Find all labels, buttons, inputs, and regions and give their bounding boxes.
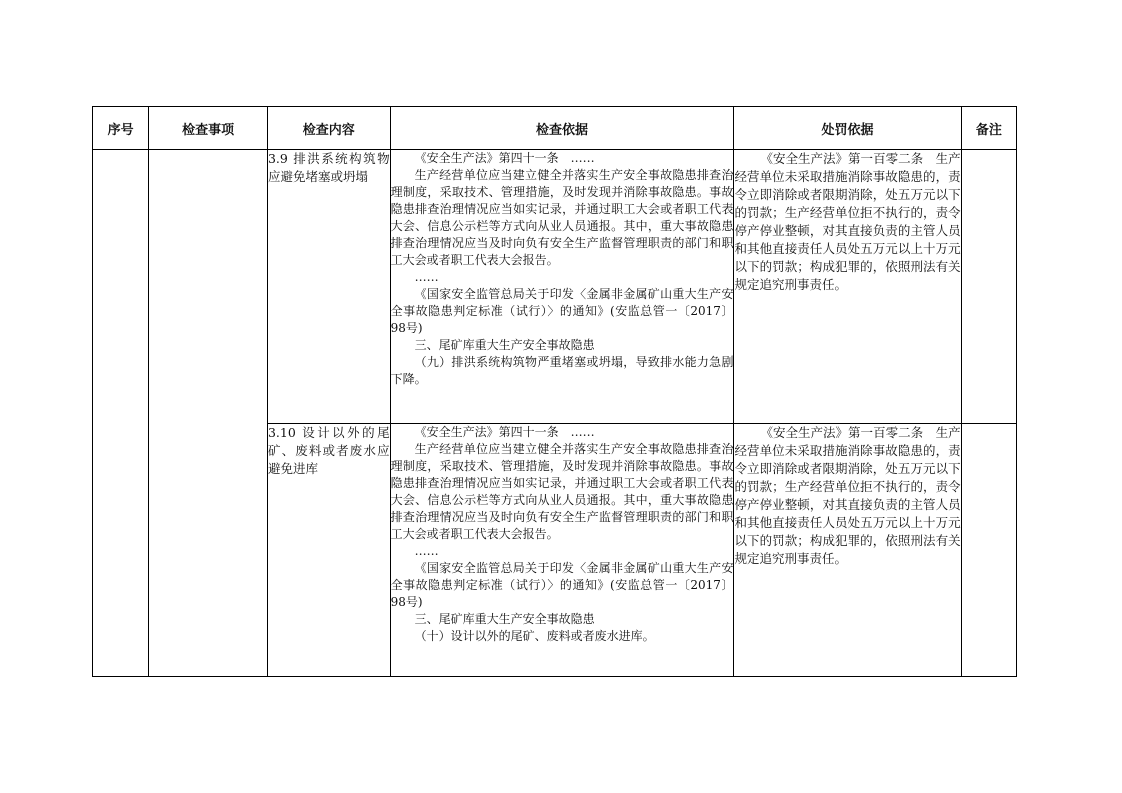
basis-line: （九）排洪系统构筑物严重堵塞或坍塌，导致排水能力急剧下降。 <box>390 355 734 386</box>
basis-line: 生产经营单位应当建立健全并落实生产安全事故隐患排查治理制度，采取技术、管理措施，及时发现并消除事故隐患。事故隐患排查治理情况应当如实记录，并通过职工大会或者职工代表大会、信息公示栏等方式向从业人员通报。其中，重大事故隐患排查治理情况应当及时向负有安全生产监督管理职责的部门和职工大会或者职工代表大会报告。 <box>390 168 734 267</box>
remark-cell <box>961 150 1016 424</box>
basis-line: 三、尾矿库重大生产安全事故隐患 <box>414 612 595 626</box>
seq-cell <box>93 150 149 677</box>
basis-line: 《国家安全监管总局关于印发〈金属非金属矿山重大生产安全事故隐患判定标准（试行）〉的通知》(安监总管一〔2017〕98号) <box>390 287 734 335</box>
header-seq: 序号 <box>93 107 149 150</box>
header-content: 检查内容 <box>267 107 390 150</box>
basis-line: 《国家安全监管总局关于印发〈金属非金属矿山重大生产安全事故隐患判定标准（试行）〉的通知》(安监总管一〔2017〕98号) <box>390 561 734 609</box>
inspection-table <box>92 106 1017 677</box>
basis-line: …… <box>414 544 439 558</box>
check-content-cell: 3.10 设计以外的尾矿、废料或者废水应避免进库 <box>267 424 390 677</box>
penalty-basis-cell <box>734 150 961 424</box>
basis-line: …… <box>414 270 439 284</box>
remark-cell <box>961 424 1016 677</box>
table-row <box>93 150 1017 424</box>
penalty-text: 《安全生产法》第一百零二条 生产经营单位未采取措施消除事故隐患的，责令立即消除或者限期消除，处五万元以下的罚款；生产经营单位拒不执行的，责令停产停业整顿，对其直接负责的主管人员和其他直接责任人员处五万元以上十万元以下的罚款；构成犯罪的，依照刑法有关规定追究刑事责任。 <box>734 425 961 566</box>
basis-line: 《安全生产法》第四十一条 …… <box>414 425 595 439</box>
check-basis-cell <box>390 424 734 677</box>
check-content-cell: 3.9 排洪系统构筑物应避免堵塞或坍塌 <box>267 150 390 424</box>
header-penalty: 处罚依据 <box>734 107 961 150</box>
penalty-text: 《安全生产法》第一百零二条 生产经营单位未采取措施消除事故隐患的，责令立即消除或者限期消除，处五万元以下的罚款；生产经营单位拒不执行的，责令停产停业整顿，对其直接负责的主管人员和其他直接责任人员处五万元以上十万元以下的罚款；构成犯罪的，依照刑法有关规定追究刑事责任。 <box>734 151 961 292</box>
table-header-row <box>93 107 1017 150</box>
basis-line: （十）设计以外的尾矿、废料或者废水进库。 <box>414 629 655 643</box>
penalty-basis-cell <box>734 424 961 677</box>
basis-line: 《安全生产法》第四十一条 …… <box>414 151 595 165</box>
header-basis: 检查依据 <box>390 107 734 150</box>
basis-line: 三、尾矿库重大生产安全事故隐患 <box>414 338 595 352</box>
item-cell <box>149 150 268 677</box>
header-remark: 备注 <box>961 107 1016 150</box>
header-item: 检查事项 <box>149 107 268 150</box>
check-basis-cell <box>390 150 734 424</box>
basis-line: 生产经营单位应当建立健全并落实生产安全事故隐患排查治理制度，采取技术、管理措施，及时发现并消除事故隐患。事故隐患排查治理情况应当如实记录，并通过职工大会或者职工代表大会、信息公示栏等方式向从业人员通报。其中，重大事故隐患排查治理情况应当及时向负有安全生产监督管理职责的部门和职工大会或者职工代表大会报告。 <box>390 442 734 541</box>
